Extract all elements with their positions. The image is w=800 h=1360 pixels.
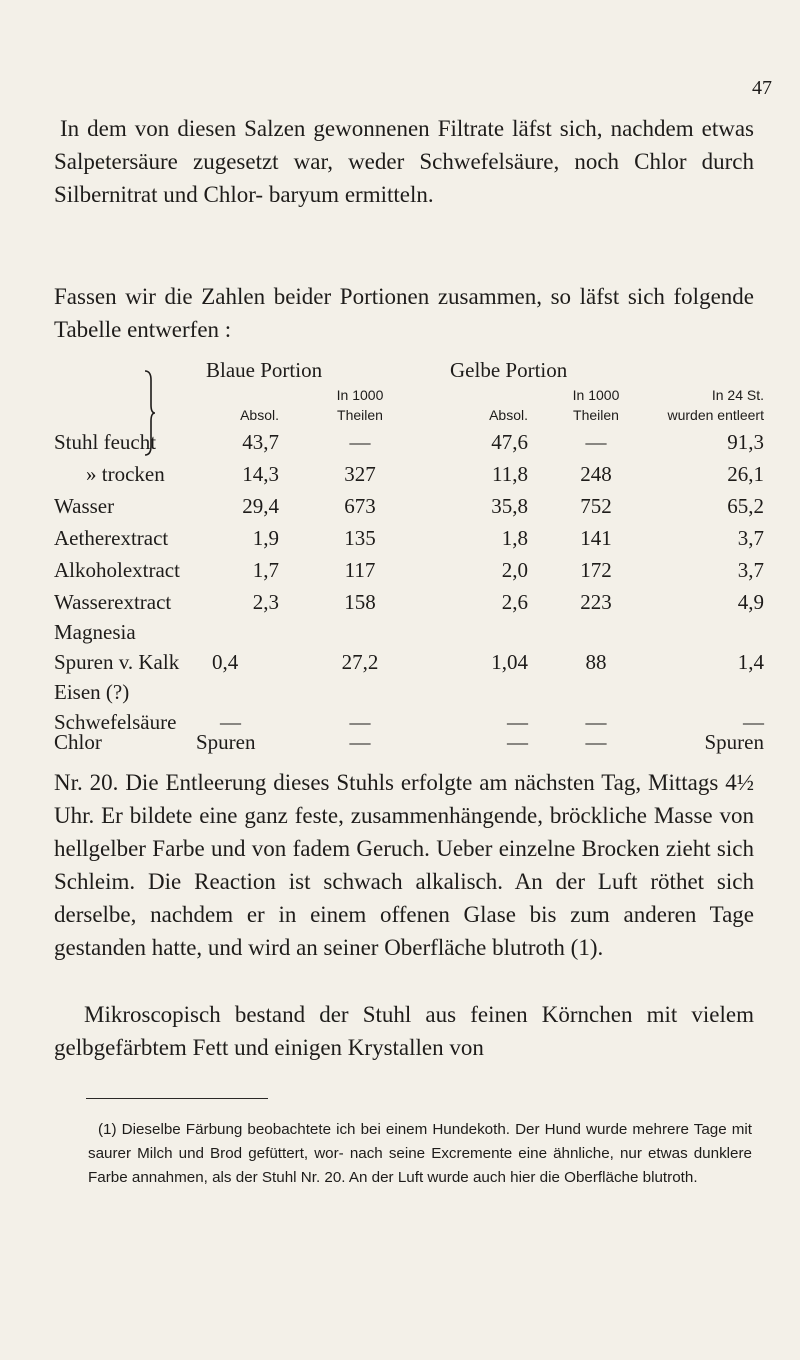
data-table-last-row — [54, 730, 764, 762]
paragraph-microscopy: Mikroscopisch bestand der Stuhl aus feinen Körnchen mit vielem gelbgefärbtem Fett und einigen Krystallen von — [54, 1002, 754, 1060]
header-absol-blue: Absol. — [240, 407, 279, 423]
cell-absol-yellow: 1,8 — [501, 526, 528, 550]
cell-per-24h: — — [743, 710, 764, 734]
row-label: » trocken — [86, 462, 165, 486]
cell-per-24h: Spuren — [704, 730, 764, 754]
row-label: Schwefelsäure — [54, 710, 177, 734]
cell-absol-blue: 43,7 — [242, 430, 279, 454]
row-label: Stuhl feucht — [54, 430, 157, 454]
row-label-magnesia: Magnesia — [54, 620, 136, 644]
cell-per-thousand-yellow: 223 — [580, 590, 612, 614]
cell-per-thousand-yellow: — — [585, 430, 607, 454]
cell-absol-blue: 1,9 — [252, 526, 279, 550]
cell-absol-yellow: — — [507, 730, 528, 754]
data-table — [54, 358, 764, 734]
cell-absol-blue: Spuren — [196, 730, 256, 754]
cell-per-thousand-blue: 27,2 — [341, 650, 379, 674]
cell-absol-yellow: 2,6 — [501, 590, 528, 614]
cell-per-thousand-yellow: 141 — [580, 526, 612, 550]
cell-per-thousand-blue: — — [349, 710, 371, 734]
cell-per-thousand-blue: 135 — [344, 526, 376, 550]
header-per-thousand-blue-line1: In 1000 — [336, 387, 384, 403]
footnote-divider — [86, 1098, 268, 1099]
row-label: Wasser — [54, 494, 115, 518]
cell-per-thousand-yellow: 752 — [580, 494, 612, 518]
cell-absol-yellow: 1,04 — [491, 650, 528, 674]
header-blue-portion: Blaue Portion — [206, 358, 323, 382]
paragraph-nr-20: Nr. 20. Die Entleerung dieses Stuhls erfolgte am nächsten Tag, Mittags 4½ Uhr. Er bildete eine ganz feste, zusammenhängende, bröckliche Masse von hellgelber Farbe und von fadem Geruch. Ueber einzelne Brocken zieht sich Schleim. Die Reaction ist schwach alkalisch. An der Luft röthet sich derselbe, nachdem er in einem offenen Glase bis zum anderen Tage gestanden hatte, und wird an seiner Oberfläche blutroth (1). — [54, 770, 754, 960]
paragraph-table-intro: Fassen wir die Zahlen beider Portionen zusammen, so läfst sich folgende Tabelle entwerfen : — [54, 284, 754, 342]
cell-per-24h: 1,4 — [737, 650, 764, 674]
cell-per-thousand-yellow: — — [585, 710, 607, 734]
cell-per-thousand-blue: — — [349, 730, 371, 754]
cell-per-24h: 3,7 — [737, 558, 764, 582]
header-per-thousand-blue-line2: Theilen — [337, 407, 383, 423]
cell-absol-yellow: 11,8 — [492, 462, 528, 486]
row-label-kalk: Spuren v. Kalk — [54, 650, 180, 674]
row-label: Aetherextract — [54, 526, 169, 550]
cell-per-thousand-blue: 158 — [344, 590, 376, 614]
cell-absol-blue: 2,3 — [252, 590, 279, 614]
header-absol-yellow: Absol. — [489, 407, 528, 423]
cell-per-thousand-yellow: — — [585, 730, 607, 754]
cell-absol-blue: — — [220, 710, 241, 734]
cell-per-thousand-blue: — — [349, 430, 371, 454]
row-label: Wasserextract — [54, 590, 172, 614]
cell-absol-yellow: 35,8 — [491, 494, 528, 518]
cell-per-thousand-yellow: 248 — [580, 462, 612, 486]
cell-absol-yellow: 47,6 — [491, 430, 528, 454]
header-yellow-portion: Gelbe Portion — [450, 358, 568, 382]
cell-absol-blue: 29,4 — [242, 494, 279, 518]
header-per-thousand-yellow-line2: Theilen — [573, 407, 619, 423]
header-per-thousand-yellow-line1: In 1000 — [572, 387, 620, 403]
cell-per-thousand-yellow: 172 — [580, 558, 612, 582]
cell-per-24h: 4,9 — [737, 590, 764, 614]
cell-per-thousand-yellow: 88 — [585, 650, 607, 674]
cell-per-24h: 3,7 — [737, 526, 764, 550]
row-label-eisen: Eisen (?) — [54, 680, 130, 704]
cell-absol-blue: 1,7 — [252, 558, 279, 582]
row-label: Chlor — [54, 730, 102, 754]
cell-per-thousand-blue: 327 — [344, 462, 376, 486]
cell-absol-yellow: — — [507, 710, 528, 734]
header-24h-line2: wurden entleert — [667, 407, 764, 423]
curly-brace-icon — [144, 370, 156, 456]
cell-per-thousand-blue: 673 — [344, 494, 376, 518]
footnote: (1) Dieselbe Färbung beobachtete ich bei einem Hundekoth. Der Hund wurde mehrere Tage mit saurer Milch und Brod gefüttert, wor- nach seine Excremente eine ähnliche, nur etwas dunklere Farbe annahmen, als der Stuhl Nr. 20. An der Luft wurde auch hier die Oberfläche blutroth. — [88, 1121, 752, 1186]
paragraph-filtrate: In dem von diesen Salzen gewonnenen Filtrate läfst sich, nachdem etwas Salpetersäure zugesetzt war, weder Schwefelsäure, noch Chlor durch Silbernitrat und Chlor- baryum ermitteln. — [54, 116, 754, 207]
cell-absol-blue: 14,3 — [242, 462, 279, 486]
cell-per-24h: 91,3 — [727, 430, 764, 454]
cell-per-thousand-blue: 117 — [344, 558, 376, 582]
cell-per-24h: 65,2 — [727, 494, 764, 518]
cell-absol-yellow: 2,0 — [501, 558, 528, 582]
header-24h-line1: In 24 St. — [711, 387, 764, 403]
page-number: 47 — [752, 77, 772, 99]
row-label: Alkoholextract — [54, 558, 180, 582]
cell-per-24h: 26,1 — [727, 462, 764, 486]
cell-absol-blue: 0,4 — [212, 650, 239, 674]
